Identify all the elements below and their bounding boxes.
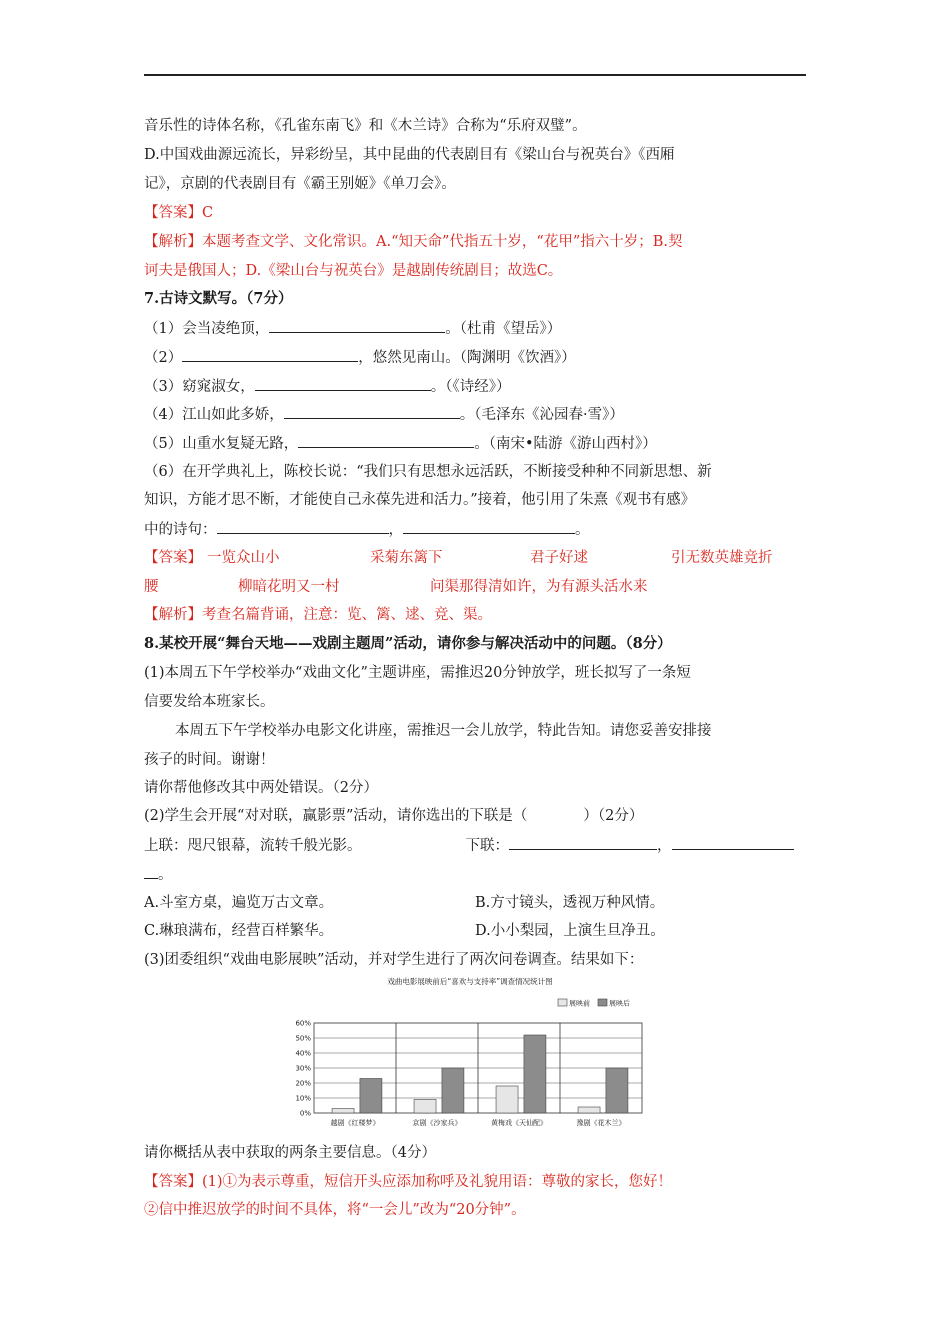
q7-item-5-text: （5）山重水复疑无路，	[144, 436, 299, 452]
q8-answer-line-1: 【答案】(1)①为表示尊重，短信开头应添加称呼及礼貌用语：尊敬的家长，您好！	[144, 1174, 673, 1190]
q8-title: 8.某校开展“舞台天地——戏剧主题周”活动，请你参与解决活动中的问题。（8分）	[144, 635, 672, 652]
q8-part3-line: (3)团委组织“戏曲电影展映”活动，并对学生进行了两次问卷调查。结果如下：	[144, 952, 644, 968]
q7-answer-label: 【答案】	[144, 550, 202, 566]
q7-blank-6a[interactable]	[217, 519, 389, 534]
q7-item-1-text: （1）会当凌绝顶，	[144, 321, 270, 337]
q7-answer-2: 采菊东篱下	[370, 550, 443, 566]
q7-item-6-line-3	[144, 519, 590, 540]
x-tick-label: 越剧《红楼梦》	[330, 1119, 380, 1127]
q7-item-5	[144, 433, 657, 454]
bar-before	[578, 1107, 600, 1113]
q7-blank-4[interactable]	[284, 404, 460, 419]
q8-option-b: B.方寸镜头，透视万种风情。	[475, 895, 665, 911]
q8-option-d: D.小小梨园，上演生旦净丑。	[475, 923, 665, 939]
q7-item-3-text: （3）窈窕淑女，	[144, 379, 255, 395]
q7-blank-3[interactable]	[255, 376, 431, 391]
q7-item-4-text: （4）江山如此多娇，	[144, 407, 284, 423]
q7-blank-6b[interactable]	[403, 519, 575, 534]
q7-item-6-line-1: （6）在开学典礼上，陈校长说：“我们只有思想永远活跃，不断接受种种不同新思想、新	[144, 464, 712, 480]
y-tick-label: 10%	[295, 1094, 311, 1103]
bar-after	[442, 1068, 464, 1113]
q8-upper-couplet: 上联：咫尺银幕，流转千般光影。	[144, 838, 362, 854]
q8-couplet-comma: ，	[657, 838, 672, 854]
q7-item-1-source: 。（杜甫《望岳》）	[445, 321, 562, 337]
bar-after	[360, 1079, 382, 1114]
q7-item-3-source: 。（《诗经》）	[430, 379, 511, 395]
y-tick-label: 20%	[295, 1079, 311, 1088]
q8-part2-score: ）（2分）	[583, 808, 644, 824]
y-tick-label: 0%	[299, 1109, 311, 1118]
q7-answer-6: 问渠那得清如许，为有源头活水来	[430, 579, 648, 595]
q7-item-6-line-2: 知识，方能才思不断，才能使自己永葆先进和活力。”接着，他引用了朱熹《观书有感》	[144, 492, 696, 508]
q8-part1-question: 请你帮他修改其中两处错误。（2分）	[144, 780, 378, 796]
bar-after	[606, 1068, 628, 1113]
q7-title: 7.古诗文默写。（7分）	[144, 290, 293, 307]
prev-analysis-1: 【解析】本题考查文学、文化常识。A.“知天命”代指五十岁，“花甲”指六十岁；B.契	[144, 234, 683, 250]
q7-item-5-source: 。（南宋•陆游《游山西村》）	[474, 436, 657, 452]
q8-couplet-period: 。	[158, 867, 173, 883]
q7-item-2	[144, 347, 576, 368]
q8-lower-blank-2[interactable]	[672, 835, 794, 850]
q7-answer-1: 一览众山小	[207, 550, 280, 566]
x-tick-label: 豫剧《花木兰》	[576, 1119, 626, 1127]
bar-before	[414, 1100, 436, 1114]
q7-answer-4: 引无数英雄竞折	[671, 550, 773, 566]
q7-answer-4-cont: 腰	[144, 579, 159, 595]
q8-couplet-line-2	[144, 864, 173, 885]
legend-label: 展映前	[569, 999, 590, 1008]
q8-part3-question: 请你概括从表中获取的两条主要信息。（4分）	[144, 1145, 436, 1161]
y-tick-label: 40%	[295, 1049, 311, 1058]
bar-before	[332, 1109, 354, 1114]
q7-item-4	[144, 404, 624, 425]
q8-lower-blank-1[interactable]	[509, 835, 657, 850]
legend-label: 展映后	[609, 999, 630, 1008]
q7-blank-5[interactable]	[298, 433, 474, 448]
prev-line-3: 记》，京剧的代表剧目有《霸王别姬》《单刀会》。	[144, 176, 456, 192]
q7-blank-1[interactable]	[269, 318, 445, 333]
chart-title: 戏曲电影展映前后“喜欢与支持率”调查情况统计图	[387, 977, 553, 986]
q8-lower-blank-3[interactable]	[144, 864, 158, 879]
legend-swatch	[558, 999, 567, 1006]
x-tick-label: 京剧《沙家兵》	[412, 1119, 462, 1127]
q7-item-6-comma: ，	[388, 522, 403, 538]
q7-blank-2[interactable]	[182, 347, 358, 362]
q7-answer-3: 君子好逑	[530, 550, 588, 566]
y-tick-label: 50%	[295, 1034, 311, 1043]
q7-item-6-text: 中的诗句：	[144, 522, 217, 538]
q7-item-3	[144, 376, 510, 397]
bar-before	[496, 1086, 518, 1113]
q7-item-2-text: （2）	[144, 350, 183, 366]
q8-message-line-1: 本周五下午学校举办电影文化讲座，需推迟一会儿放学，特此告知。请您妥善安排接	[175, 723, 712, 739]
y-tick-label: 30%	[295, 1064, 311, 1073]
q7-item-1	[144, 318, 561, 339]
q8-lower-label: 下联：	[465, 838, 509, 854]
q8-part1-line-2: 信要发给本班家长。	[144, 694, 275, 710]
q7-item-2-source: ，悠然见南山。（陶渊明《饮酒》）	[358, 350, 576, 366]
q8-option-c: C.琳琅满布，经营百样繁华。	[144, 923, 334, 939]
q8-answer-line-2: ②信中推迟放学的时间不具体，将“一会儿”改为“20分钟”。	[144, 1202, 526, 1218]
q8-option-a: A.斗室方桌，遍览万古文章。	[144, 895, 334, 911]
prev-analysis-2: 诃夫是俄国人；D.《梁山台与祝英台》是越剧传统剧目；故选C。	[144, 263, 563, 279]
q7-item-4-source: 。（毛泽东《沁园春·雪》）	[459, 407, 624, 423]
q8-part1-line-1: (1)本周五下午学校举办“戏曲文化”主题讲座，需推迟20分钟放学，班长拟写了一条短	[144, 665, 691, 681]
q8-part2-text: (2)学生会开展“对对联，赢影票”活动，请你选出的下联是（	[144, 808, 528, 824]
prev-answer: 【答案】C	[144, 205, 214, 221]
header-rule	[144, 74, 806, 76]
q8-message-line-2: 孩子的时间。谢谢！	[144, 752, 275, 768]
q7-answer-line-1	[144, 548, 202, 568]
prev-line-1: 音乐性的诗体名称，《孔雀东南飞》和《木兰诗》合称为“乐府双璧”。	[144, 118, 587, 134]
chart-legend	[558, 999, 630, 1008]
survey-chart	[284, 975, 656, 1137]
q8-couplet-line	[144, 835, 794, 856]
bar-after	[524, 1035, 546, 1113]
q7-analysis: 【解析】考查名篇背诵，注意：览、篱、逑、竞、渠。	[144, 607, 492, 623]
q7-answer-5: 柳暗花明又一村	[238, 579, 340, 595]
q7-item-6-period: 。	[575, 522, 590, 538]
q8-part2-line	[144, 806, 643, 826]
prev-line-2: D.中国戏曲源远流长，异彩纷呈，其中昆曲的代表剧目有《梁山台与祝英台》《西厢	[144, 147, 675, 163]
legend-swatch	[598, 999, 607, 1006]
y-tick-label: 60%	[295, 1019, 311, 1028]
x-tick-label: 黄梅戏《天仙配》	[491, 1119, 547, 1127]
